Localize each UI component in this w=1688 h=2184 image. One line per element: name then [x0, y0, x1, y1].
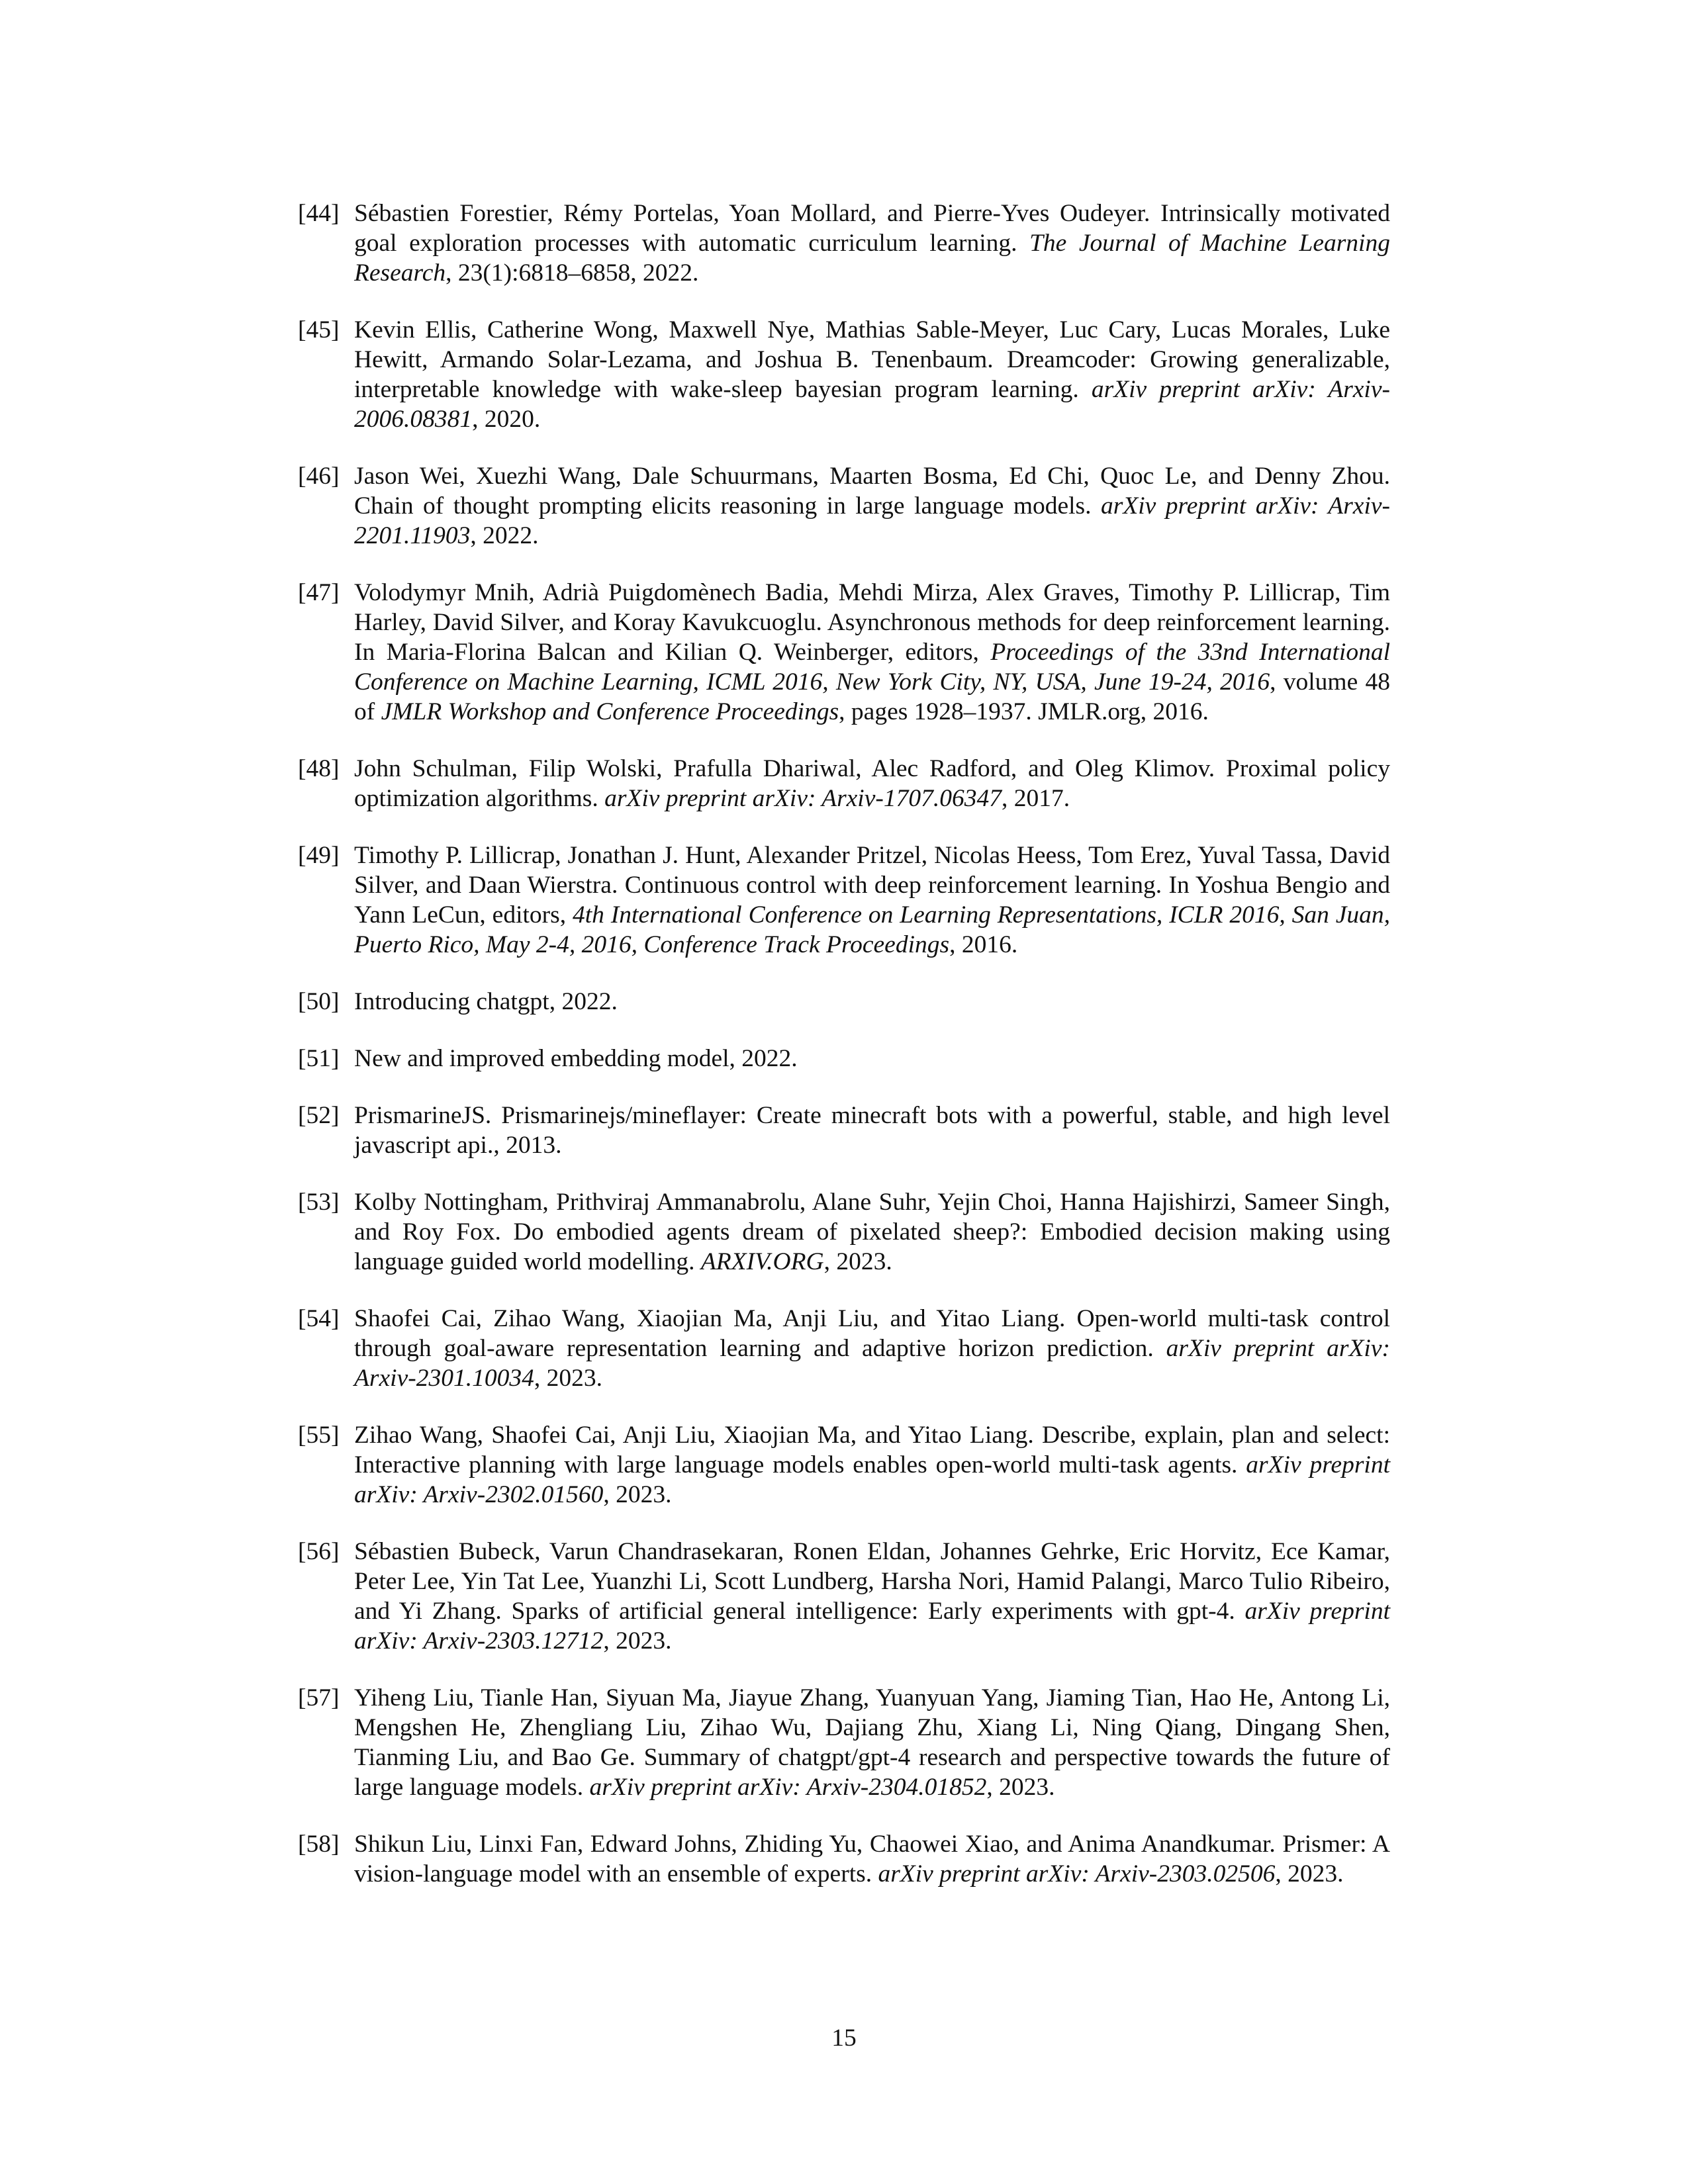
reference-venue: arXiv preprint arXiv: Arxiv-2301.10034	[354, 1335, 1390, 1392]
reference-text	[354, 1045, 798, 1072]
reference-segment: Shaofei Cai, Zihao Wang, Xiaojian Ma, Anji Liu, and Yitao Liang. Open-world multi-task control through goal-aware representation learning and adaptive horizon prediction.	[354, 1305, 1390, 1362]
page-number: 15	[831, 2025, 857, 2052]
reference-item	[298, 1537, 1390, 1656]
reference-segment: , 2023.	[603, 1481, 672, 1508]
reference-list	[298, 199, 1390, 1916]
reference-venue: arXiv preprint arXiv: Arxiv-2303.12712	[354, 1598, 1390, 1655]
reference-segment: , 2023.	[534, 1365, 602, 1392]
reference-venue: arXiv preprint arXiv: Arxiv-2201.11903	[354, 492, 1390, 549]
reference-item	[298, 1829, 1390, 1889]
reference-item	[298, 315, 1390, 434]
reference-segment: Sébastien Bubeck, Varun Chandrasekaran, Ronen Eldan, Johannes Gehrke, Eric Horvitz, Ece Kamar, Peter Lee, Yin Tat Lee, Yuanzhi Li, Scott Lundberg, Harsha Nori, Hamid Palangi, Marco Tulio Ribeiro, and Yi Zhang. Sparks of artificial general intelligence: Early experiments with gpt-4.	[354, 1538, 1390, 1625]
reference-number: [48]	[298, 755, 340, 782]
reference-number: [50]	[298, 988, 340, 1015]
reference-venue: Proceedings of the 33nd International Conference on Machine Learning, ICML 2016, New York City, NY, USA, June 19-24, 2016	[354, 639, 1390, 696]
reference-venue: arXiv preprint arXiv: Arxiv-2302.01560	[354, 1451, 1390, 1508]
reference-number: [49]	[298, 842, 340, 869]
reference-text	[354, 1305, 1390, 1392]
reference-number: [58]	[298, 1831, 340, 1858]
reference-segment: , 2023.	[603, 1627, 672, 1655]
reference-segment: , 2016.	[949, 931, 1018, 958]
reference-number: [52]	[298, 1102, 340, 1129]
reference-text	[354, 1538, 1390, 1655]
reference-item	[298, 1420, 1390, 1510]
reference-text	[354, 579, 1390, 725]
reference-segment: Timothy P. Lillicrap, Jonathan J. Hunt, Alexander Pritzel, Nicolas Heess, Tom Erez, Yuval Tassa, David Silver, and Daan Wierstra. Continuous control with deep reinforcement learning. In Yoshua Bengio and Yann LeCun, editors,	[354, 842, 1390, 929]
reference-text	[354, 842, 1390, 958]
reference-text	[354, 1422, 1390, 1508]
reference-segment: , 2020.	[472, 406, 541, 433]
reference-item	[298, 1304, 1390, 1393]
reference-segment: , 2023.	[823, 1248, 892, 1275]
reference-text	[354, 316, 1390, 433]
reference-number: [46]	[298, 463, 340, 490]
reference-text	[354, 1189, 1390, 1275]
reference-segment: Volodymyr Mnih, Adrià Puigdomènech Badia, Mehdi Mirza, Alex Graves, Timothy P. Lillicrap, Tim Harley, David Silver, and Koray Kavukcuoglu. Asynchronous methods for deep reinforcement learning. In Maria-Florina Balcan and Kilian Q. Weinberger, editors,	[354, 579, 1390, 666]
reference-text	[354, 1831, 1390, 1888]
reference-segment: Kevin Ellis, Catherine Wong, Maxwell Nye, Mathias Sable-Meyer, Luc Cary, Lucas Morales, Luke Hewitt, Armando Solar-Lezama, and Joshua B. Tenenbaum. Dreamcoder: Growing generalizable, interpretable knowledge with wake-sleep bayesian program learning.	[354, 316, 1390, 403]
reference-segment: , 2022.	[470, 522, 539, 549]
reference-number: [51]	[298, 1045, 340, 1072]
reference-venue: The Journal of Machine Learning Research	[354, 230, 1390, 287]
reference-item	[298, 841, 1390, 960]
reference-text	[354, 755, 1390, 812]
reference-number: [44]	[298, 200, 340, 227]
reference-item	[298, 199, 1390, 288]
reference-segment: Kolby Nottingham, Prithviraj Ammanabrolu, Alane Suhr, Yejin Choi, Hanna Hajishirzi, Sameer Singh, and Roy Fox. Do embodied agents dream of pixelated sheep?: Embodied decision making using language guided world modelling.	[354, 1189, 1390, 1275]
reference-text	[354, 1102, 1390, 1159]
reference-venue: arXiv preprint arXiv: Arxiv-2006.08381	[354, 376, 1390, 433]
reference-segment: , 2023.	[986, 1774, 1055, 1801]
reference-number: [45]	[298, 316, 340, 343]
reference-segment: PrismarineJS. Prismarinejs/mineflayer: Create minecraft bots with a powerful, stable, and high level javascript api., 2013.	[354, 1102, 1390, 1159]
reference-text	[354, 463, 1390, 549]
reference-venue: arXiv preprint arXiv: Arxiv-2304.01852	[589, 1774, 987, 1801]
reference-venue: 4th International Conference on Learning Representations, ICLR 2016, San Juan, Puerto Rico, May 2-4, 2016, Conference Track Proceedings	[354, 901, 1390, 958]
reference-number: [54]	[298, 1305, 340, 1332]
reference-text	[354, 200, 1390, 287]
reference-segment: New and improved embedding model, 2022.	[354, 1045, 798, 1072]
reference-item	[298, 1187, 1390, 1277]
reference-segment: Zihao Wang, Shaofei Cai, Anji Liu, Xiaojian Ma, and Yitao Liang. Describe, explain, plan and select: Interactive planning with large language models enables open-world multi-task agents.	[354, 1422, 1390, 1479]
reference-segment: Jason Wei, Xuezhi Wang, Dale Schuurmans, Maarten Bosma, Ed Chi, Quoc Le, and Denny Zhou. Chain of thought prompting elicits reasoning in large language models.	[354, 463, 1390, 520]
reference-number: [53]	[298, 1189, 340, 1216]
reference-segment: , 23(1):6818–6858, 2022.	[445, 259, 699, 287]
reference-item	[298, 578, 1390, 727]
reference-item	[298, 754, 1390, 813]
reference-segment: Introducing chatgpt, 2022.	[354, 988, 618, 1015]
reference-item	[298, 1683, 1390, 1802]
reference-segment: , 2023.	[1275, 1860, 1344, 1888]
reference-number: [56]	[298, 1538, 340, 1565]
reference-number: [47]	[298, 579, 340, 606]
reference-venue: JMLR Workshop and Conference Proceedings	[381, 698, 839, 725]
reference-segment: , 2017.	[1002, 785, 1070, 812]
reference-segment: John Schulman, Filip Wolski, Prafulla Dhariwal, Alec Radford, and Oleg Klimov. Proximal policy optimization algorithms.	[354, 755, 1390, 812]
reference-venue: arXiv preprint arXiv: Arxiv-2303.02506	[878, 1860, 1276, 1888]
reference-item	[298, 987, 1390, 1017]
reference-segment: Sébastien Forestier, Rémy Portelas, Yoan Mollard, and Pierre-Yves Oudeyer. Intrinsically motivated goal exploration processes with automatic curriculum learning.	[354, 200, 1390, 257]
reference-text	[354, 988, 618, 1015]
reference-venue: ARXIV.ORG	[700, 1248, 824, 1275]
reference-venue: arXiv preprint arXiv: Arxiv-1707.06347	[604, 785, 1002, 812]
reference-segment: Yiheng Liu, Tianle Han, Siyuan Ma, Jiayue Zhang, Yuanyuan Yang, Jiaming Tian, Hao He, Antong Li, Mengshen He, Zhengliang Liu, Zihao Wu, Dajiang Zhu, Xiang Li, Ning Qiang, Dingang Shen, Tianming Liu, and Bao Ge. Summary of chatgpt/gpt-4 research and perspective towards the future of large language models.	[354, 1684, 1390, 1801]
reference-text	[354, 1684, 1390, 1801]
reference-segment: , volume 48 of	[354, 668, 1390, 725]
reference-number: [57]	[298, 1684, 340, 1711]
reference-item	[298, 461, 1390, 551]
reference-item	[298, 1101, 1390, 1160]
reference-item	[298, 1044, 1390, 1073]
reference-segment: , pages 1928–1937. JMLR.org, 2016.	[839, 698, 1209, 725]
reference-segment: Shikun Liu, Linxi Fan, Edward Johns, Zhiding Yu, Chaowei Xiao, and Anima Anandkumar. Prismer: A vision-language model with an ensemble of experts.	[354, 1831, 1390, 1888]
reference-number: [55]	[298, 1422, 340, 1449]
